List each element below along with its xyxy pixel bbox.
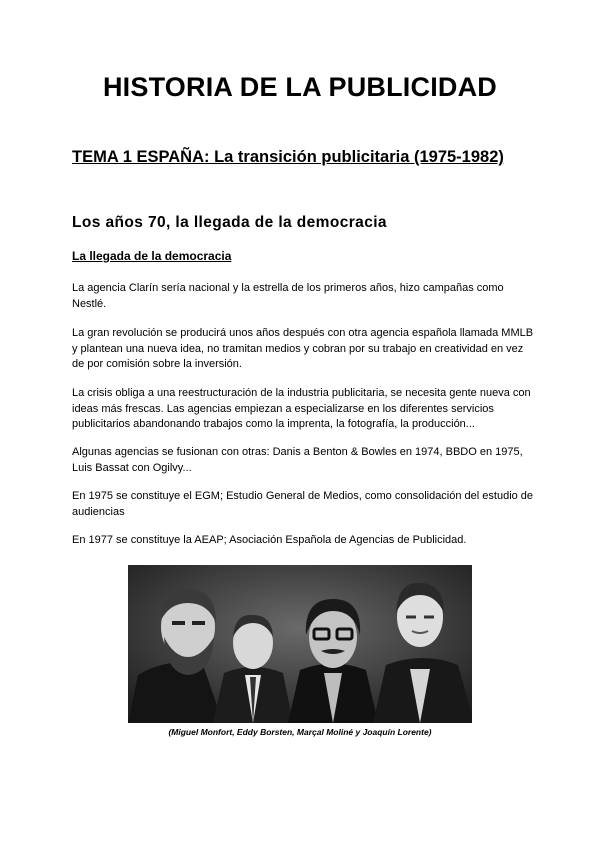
paragraph: La crisis obliga a una reestructuración de la industria publicitaria, se necesita gente nueva con ideas más frescas. Las agencias empiezan a especializarse en los diferentes servicios publicitarios abandonando trabajos como la imprenta, la fotografía, la producción... <box>72 387 531 430</box>
paragraph: La agencia Clarín sería nacional y la estrella de los primeros años, hizo campañas como Nestlé. <box>72 282 504 310</box>
group-photo-illustration <box>128 565 472 723</box>
paragraph: En 1977 se constituye la AEAP; Asociación Española de Agencias de Publicidad. <box>72 534 467 546</box>
topic-heading: TEMA 1 ESPAÑA: La transición publicitaria (1975-1982) <box>72 148 504 166</box>
group-photo <box>128 565 472 723</box>
photo-caption: (Miguel Monfort, Eddy Borsten, Marçal Moliné y Joaquín Lorente) <box>168 727 432 737</box>
paragraph: La gran revolución se producirá unos años después con otra agencia española llamada MMLB y plantean una nueva idea, no tramitan medios y cobran por su trabajo en creatividad en vez de por comisión sobre la inversión. <box>72 327 534 370</box>
page-title: HISTORIA DE LA PUBLICIDAD <box>102 72 497 102</box>
subsection-heading: La llegada de la democracia <box>72 249 232 263</box>
paragraph: Algunas agencias se fusionan con otras: Danis a Benton & Bowles en 1974, BBDO en 1975, Luis Bassat con Ogilvy... <box>72 446 523 474</box>
section-heading: Los años 70, la llegada de la democracia <box>72 214 387 231</box>
paragraph: En 1975 se constituye el EGM; Estudio General de Medios, como consolidación del estudio de audiencias <box>72 490 534 518</box>
